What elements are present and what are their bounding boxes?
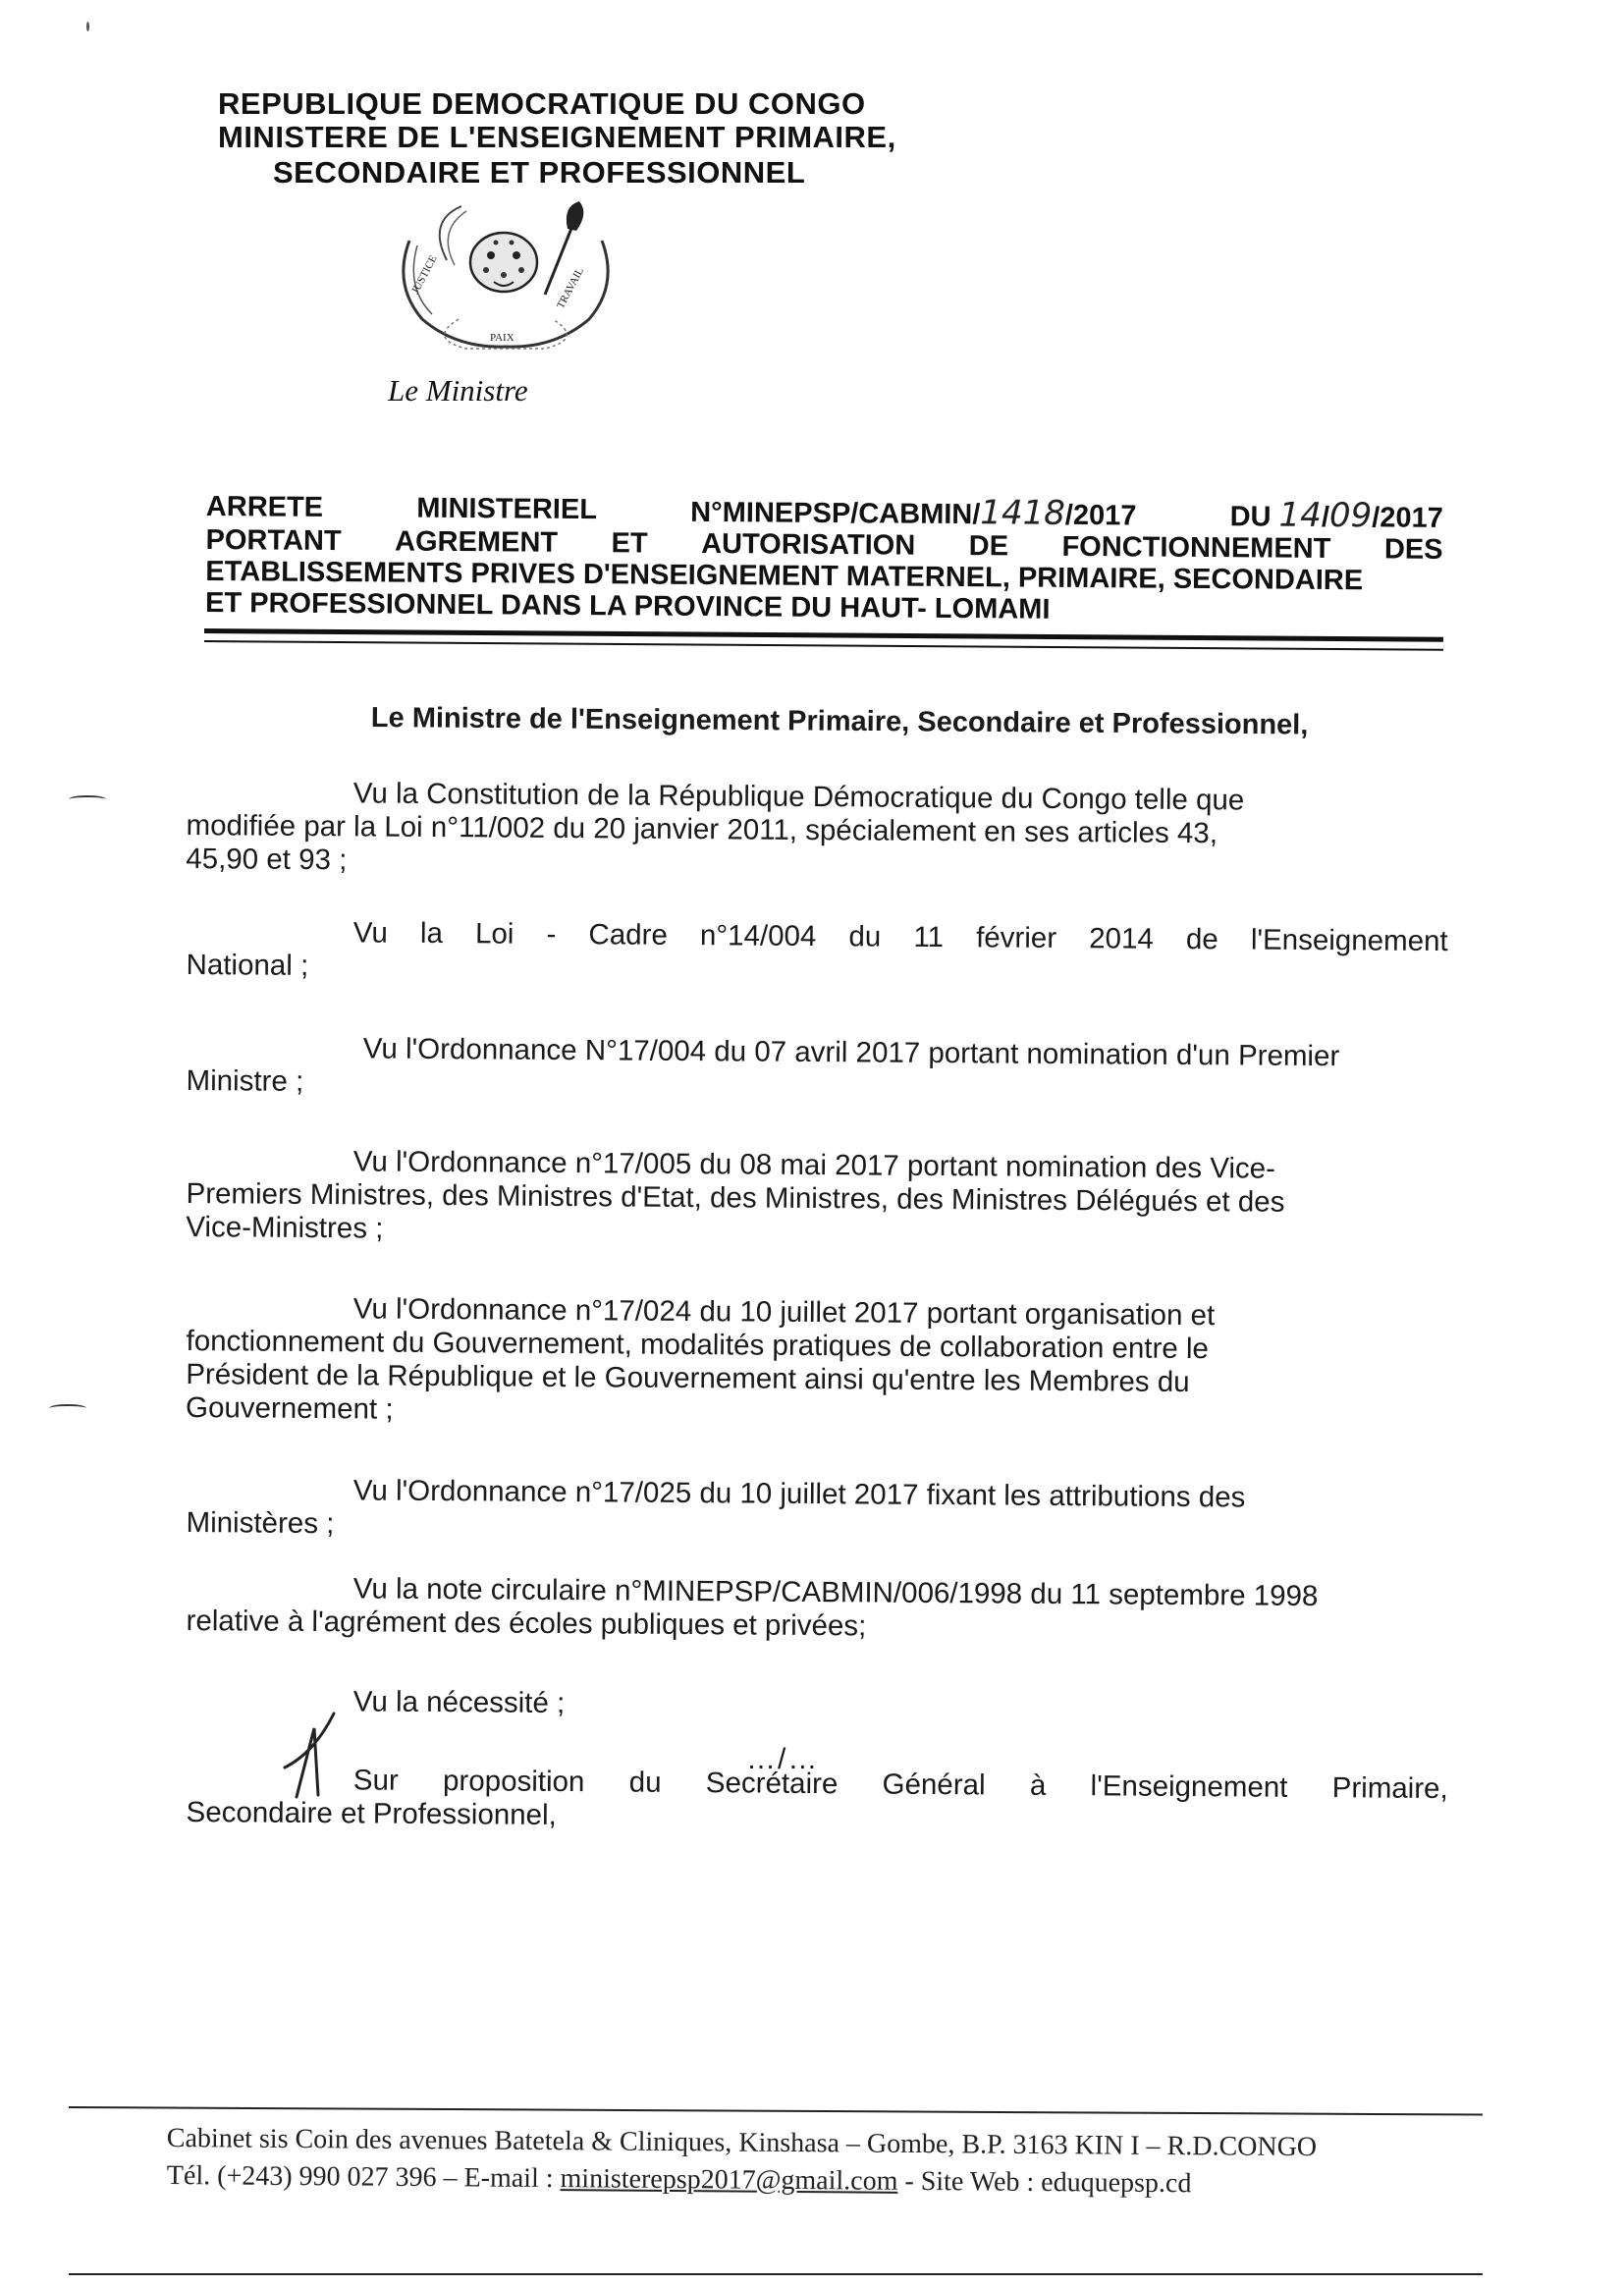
signature-title: Le Ministre xyxy=(388,373,528,408)
footer-contact: Tél. (+243) 990 027 396 – E-mail : ministerepsp2017@gmail.com - Site Web : eduquepsp.cd xyxy=(166,2160,1192,2200)
consideration-1: Vu la Constitution de la République Démocratique du Congo telle que modifiée par la Loi n°11/002 du 20 janvier 2011, spécialement en ses articles 43, 45,90 et 93 ; xyxy=(186,777,1245,877)
consideration-7: Vu la note circulaire n°MINEPSP/CABMIN/006/1998 du 11 septembre 1998 relative à l'agrément des écoles publiques et privées; xyxy=(186,1572,1319,1643)
minister-heading: Le Ministre de l'Enseignement Primaire, Secondaire et Professionnel, xyxy=(370,702,1309,741)
header-line-1: REPUBLIQUE DEMOCRATIQUE DU CONGO xyxy=(218,86,866,121)
title-word: ARRETE xyxy=(205,491,324,523)
title-line-4: ET PROFESSIONNEL DANS LA PROVINCE DU HAUT- LOMAMI xyxy=(204,586,1051,626)
motto-right: TRAVAIL xyxy=(555,265,586,311)
title-word: MINISTERIEL xyxy=(416,492,598,526)
handwritten-day: 14 xyxy=(1278,495,1323,535)
consideration-6: Vu l'Ordonnance n°17/025 du 10 juillet 2017 fixant les attributions des Ministères ; xyxy=(186,1474,1246,1541)
decree-reference: N°MINEPSP/CABMIN/1418/2017 xyxy=(690,493,1137,533)
motto-left: JUSTICE xyxy=(409,253,440,297)
margin-mark xyxy=(49,1404,86,1412)
handwritten-initials xyxy=(275,1699,353,1807)
consideration-8: Vu la nécessité ; xyxy=(352,1685,566,1720)
scan-speck xyxy=(86,22,89,31)
decree-date: DU 14/09/2017 xyxy=(1229,495,1443,536)
footer-divider-bottom xyxy=(69,2273,1483,2275)
title-divider-thin xyxy=(204,640,1443,651)
coat-of-arms-emblem xyxy=(388,201,623,363)
footer-address: Cabinet sis Coin des avenues Batetela & Cliniques, Kinshasa – Gombe, B.P. 3163 KIN I – R.D.CONGO xyxy=(166,2123,1318,2163)
consideration-4: Vu l'Ordonnance n°17/005 du 08 mai 2017 portant nomination des Vice- Premiers Ministres, des Ministres d'Etat, des Ministres, des Ministres Délégués et des Vice-Ministres ; xyxy=(186,1145,1285,1245)
footer-email-link[interactable]: ministerepsp2017@gmail.com xyxy=(560,2163,898,2197)
title-line-3: ETABLISSEMENTS PRIVES D'ENSEIGNEMENT MATERNEL, PRIMAIRE, SECONDAIRE xyxy=(205,555,1364,597)
motto-center: PAIX xyxy=(490,332,514,344)
emblem-icon xyxy=(388,201,623,363)
header-line-2: MINISTERE DE L'ENSEIGNEMENT PRIMAIRE, xyxy=(218,120,896,154)
header-line-3: SECONDAIRE ET PROFESSIONNEL xyxy=(273,155,806,190)
title-divider-thick xyxy=(204,628,1443,642)
handwritten-month: 09 xyxy=(1328,495,1373,536)
decree-title xyxy=(205,491,1443,628)
margin-mark xyxy=(69,795,106,803)
footer-divider-top xyxy=(69,2106,1483,2116)
consideration-9: Sur proposition du Secrétaire Général à l'Enseignement Primaire, Secondaire et Professionnel, xyxy=(186,1764,1448,1831)
continuation-mark: …/… xyxy=(746,1743,820,1775)
handwritten-ref-number: 1418 xyxy=(980,493,1066,533)
consideration-3: Vu l'Ordonnance N°17/004 du 07 avril 2017 portant nomination d'un Premier Ministre ; xyxy=(186,1032,1340,1098)
consideration-2: Vu la Loi - Cadre n°14/004 du 11 février 2014 de l'Enseignement National ; xyxy=(186,916,1448,982)
title-line-2: PORTANT AGREMENT ET AUTORISATION DE FONCTIONNEMENT DES xyxy=(205,523,1443,566)
consideration-5: Vu l'Ordonnance n°17/024 du 10 juillet 2017 portant organisation et fonctionnement du Gouvernement, modalités pratiques de collaboration entre le Président de la République et le Gouvernement ainsi qu'entre les Membres du Gouvernement ; xyxy=(185,1292,1216,1426)
